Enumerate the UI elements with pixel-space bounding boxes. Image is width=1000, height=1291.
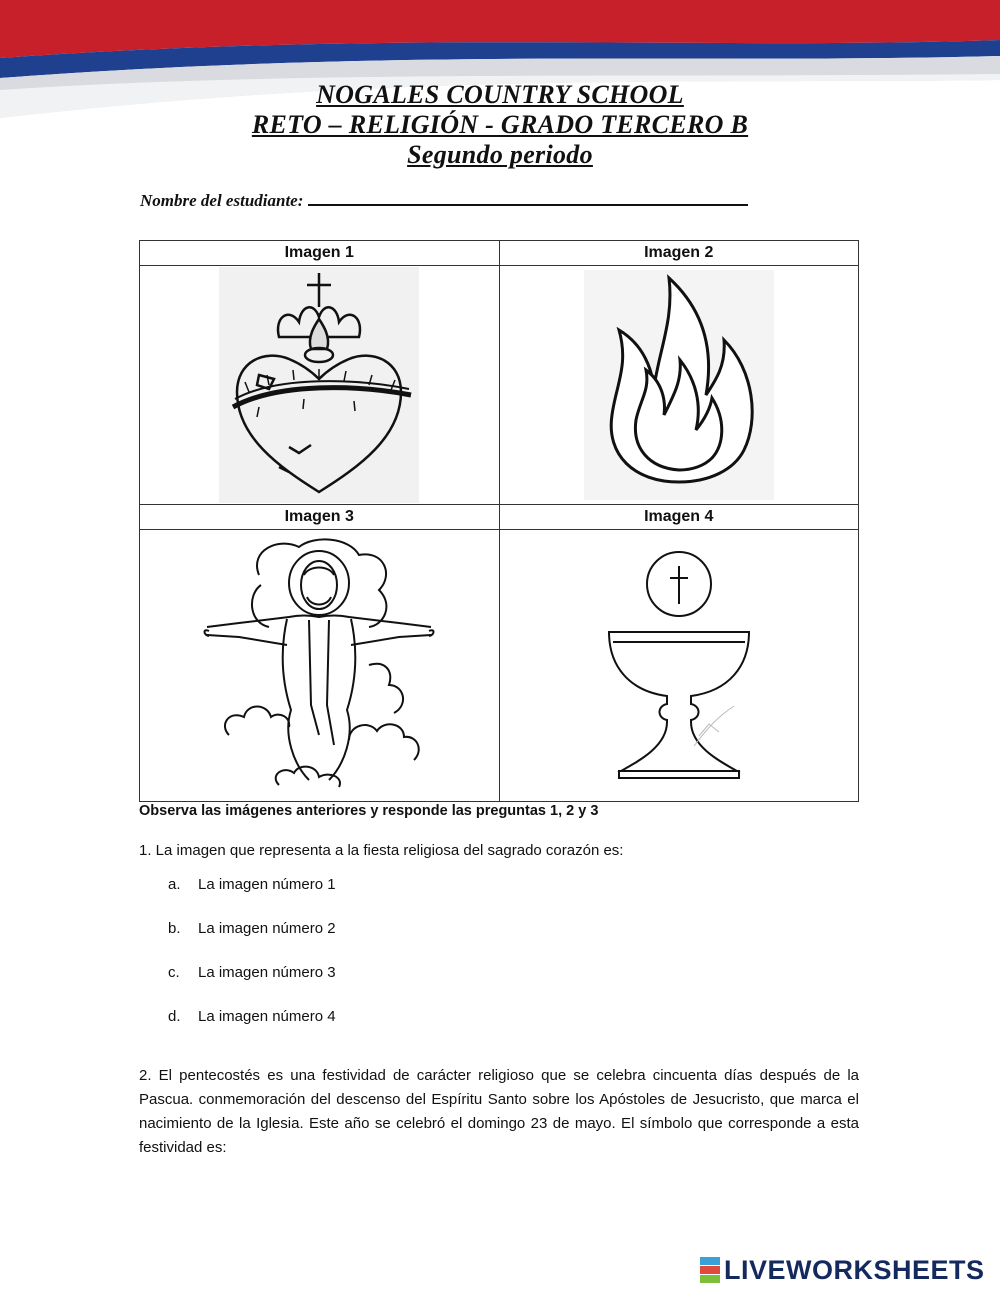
logo-blocks-icon [700,1257,720,1283]
image-3-header: Imagen 3 [140,505,500,530]
option-text: La imagen número 2 [198,920,336,937]
school-title: NOGALES COUNTRY SCHOOL [316,80,684,109]
logo-text: LIVEWORKSHEETS [724,1254,985,1285]
image-1-header: Imagen 1 [140,241,500,266]
option-text: La imagen número 4 [198,1008,336,1025]
document-header [0,80,1000,170]
option-letter: c. [168,964,180,981]
question-1-options [168,876,336,1052]
image-4-header: Imagen 4 [499,505,859,530]
option-text: La imagen número 3 [198,964,336,981]
option-c[interactable] [168,964,336,1008]
period-title: Segundo periodo [407,140,593,169]
option-a[interactable] [168,876,336,920]
student-name-row [140,190,748,211]
option-text: La imagen número 1 [198,876,336,893]
image-2-cell [499,266,859,505]
image-2-header: Imagen 2 [499,241,859,266]
option-letter: b. [168,920,181,937]
image-4-cell [499,530,859,802]
student-name-label: Nombre del estudiante: [140,191,304,210]
option-letter: d. [168,1008,181,1025]
images-table [139,240,859,802]
option-d[interactable] [168,1008,336,1052]
question-1-text: 1. La imagen que representa a la fiesta religiosa del sagrado corazón es: [139,842,624,859]
image-3-cell [140,530,500,802]
student-name-input[interactable] [308,190,748,206]
question-2-text: 2. El pentecostés es una festividad de carácter religioso que se celebra cincuenta días después de la Pascua. conmemoración del descenso del Espíritu Santo sobre los Apóstoles de Jesucristo, que marca el nacimiento de la Iglesia. Este año se celebró el domingo 23 de mayo. El símbolo que corresponde a esta festividad es: [139,1067,859,1156]
images-caption: Observa las imágenes anteriores y responde las preguntas 1, 2 y 3 [139,803,599,819]
option-b[interactable] [168,920,336,964]
flame-icon [584,270,774,500]
jesus-ascension-icon [199,535,439,797]
chalice-host-icon [599,546,759,786]
option-letter: a. [168,876,181,893]
sacred-heart-icon [219,267,419,503]
subject-title: RETO – RELIGIÓN - GRADO TERCERO B [251,110,749,139]
liveworksheets-logo[interactable] [700,1255,985,1285]
image-1-cell [140,266,500,505]
